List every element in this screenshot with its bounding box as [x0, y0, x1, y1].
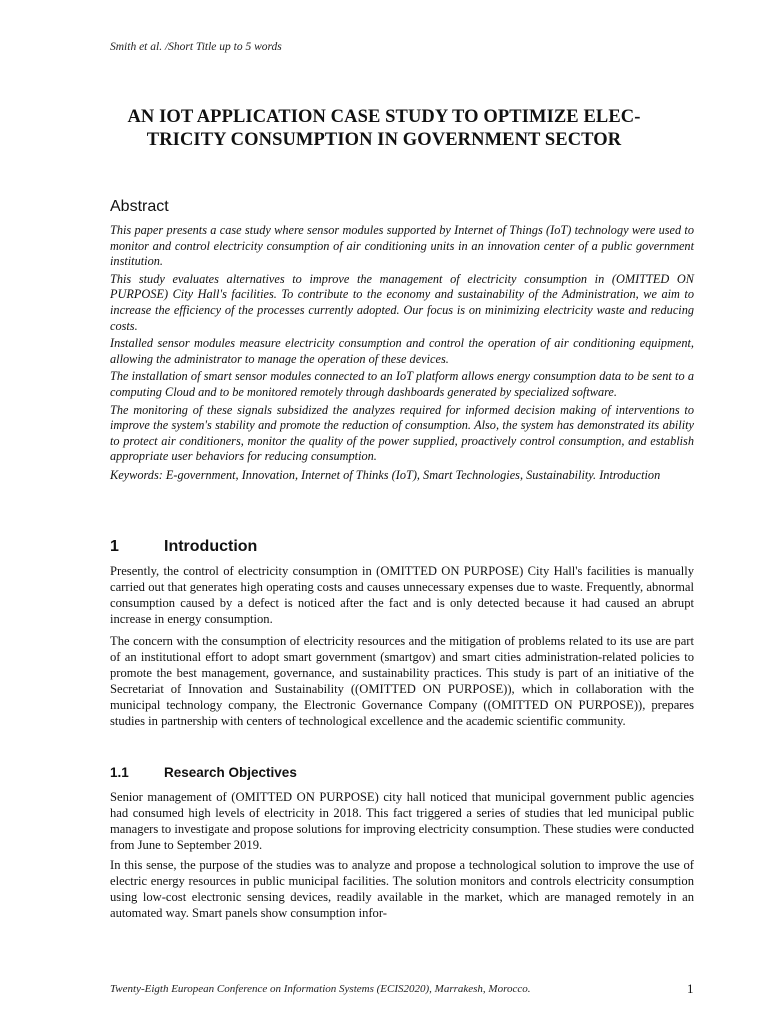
- abstract-paragraph: The monitoring of these signals subsidized the analyzes required for informed decision making of interventions to improve the system's stability and promote the reduction of consumption. Also, the system has demonstrated its ability to protect air conditioners, monitor the quality of the power supplied, proactively control consumption, and establish appropriate user behaviors for reducing consumption.: [110, 402, 694, 464]
- page-number: 1: [687, 981, 694, 996]
- abstract-heading: Abstract: [110, 198, 169, 215]
- abstract-paragraph: This study evaluates alternatives to improve the management of electricity consumption in (OMITTED ON PURPOSE) City Hall's facilities. To contribute to the economy and sustainability of the Administration, we aim to increase the efficiency of the processes currently adopted. Our focus is on minimizing electricity waste and reducing costs.: [110, 271, 694, 333]
- paper-title: AN IOT APPLICATION CASE STUDY TO OPTIMIZE ELEC-TRICITY CONSUMPTION IN GOVERNMENT SECTOR: [127, 107, 641, 150]
- body-paragraph: In this sense, the purpose of the studies was to analyze and propose a technological solution to improve the use of electric energy resources in public municipal facilities. The solution monitors and controls electricity consumption using low-cost electronic sensing devices, readily available in the market, which are managed remotely in an automated way. Smart panels show consumption infor-: [110, 858, 694, 920]
- section-heading-introduction: [110, 538, 257, 556]
- body-paragraph: Senior management of (OMITTED ON PURPOSE) city hall noticed that municipal government public agencies had consumed high levels of electricity in 2018. This fact triggered a series of studies that led municipal public managers to investigate and propose solutions for improving electricity consumption. These studies were conducted from June to September 2019.: [110, 790, 694, 852]
- body-paragraph: Presently, the control of electricity consumption in (OMITTED ON PURPOSE) City Hall's facilities is manually carried out that generates high operating costs and causes unnecessary expenses due to waste. Frequently, abnormal consumption caused by a defect is noticed after the fact and is only detected because it had caused an abrupt increase in energy consumption.: [110, 564, 694, 626]
- keywords: Keywords: E-government, Innovation, Internet of Thinks (IoT), Smart Technologies, Sustainability. Introduction: [110, 467, 661, 482]
- introduction-body: [110, 563, 694, 735]
- body-paragraph: The concern with the consumption of electricity resources and the mitigation of problems related to its use are part of an institutional effort to adopt smart government (smartgov) and smart cities administration-related policies to promote the best management, governance, and sustainability practices. This study is part of an initiative of the Secretariat of Innovation and Sustainability ((OMITTED ON PURPOSE)), which in collaboration with the municipal technology company, the Electronic Governance Company ((OMITTED ON PURPOSE)), prepares studies in partnership with centers of technological excellence and the academic scientific community.: [110, 634, 694, 728]
- abstract-paragraph: This paper presents a case study where sensor modules supported by Internet of Things (IoT) technology were used to monitor and control electricity consumption of air conditioning units in an innovation center of a public government institution.: [110, 223, 694, 269]
- section-number: 1: [110, 538, 119, 555]
- research-objectives-body: [110, 789, 694, 925]
- abstract-paragraph: The installation of smart sensor modules connected to an IoT platform allows energy consumption data to be sent to a computing Cloud and to be monitored remotely through dashboards generated by specialized software.: [110, 369, 694, 399]
- subsection-heading-research-objectives: [110, 765, 297, 780]
- subsection-number: 1.1: [110, 765, 129, 780]
- section-title: Introduction: [164, 538, 258, 555]
- abstract-paragraph: Installed sensor modules measure electricity consumption and control the operation of air conditioning equipment, allowing the administrator to manage the operation of these devices.: [110, 336, 694, 366]
- running-header: Smith et al. /Short Title up to 5 words: [110, 41, 282, 53]
- abstract-body: [110, 223, 694, 486]
- footer-conference: Twenty-Eigth European Conference on Information Systems (ECIS2020), Marrakesh, Morocco.: [110, 983, 531, 995]
- subsection-title: Research Objectives: [164, 765, 297, 780]
